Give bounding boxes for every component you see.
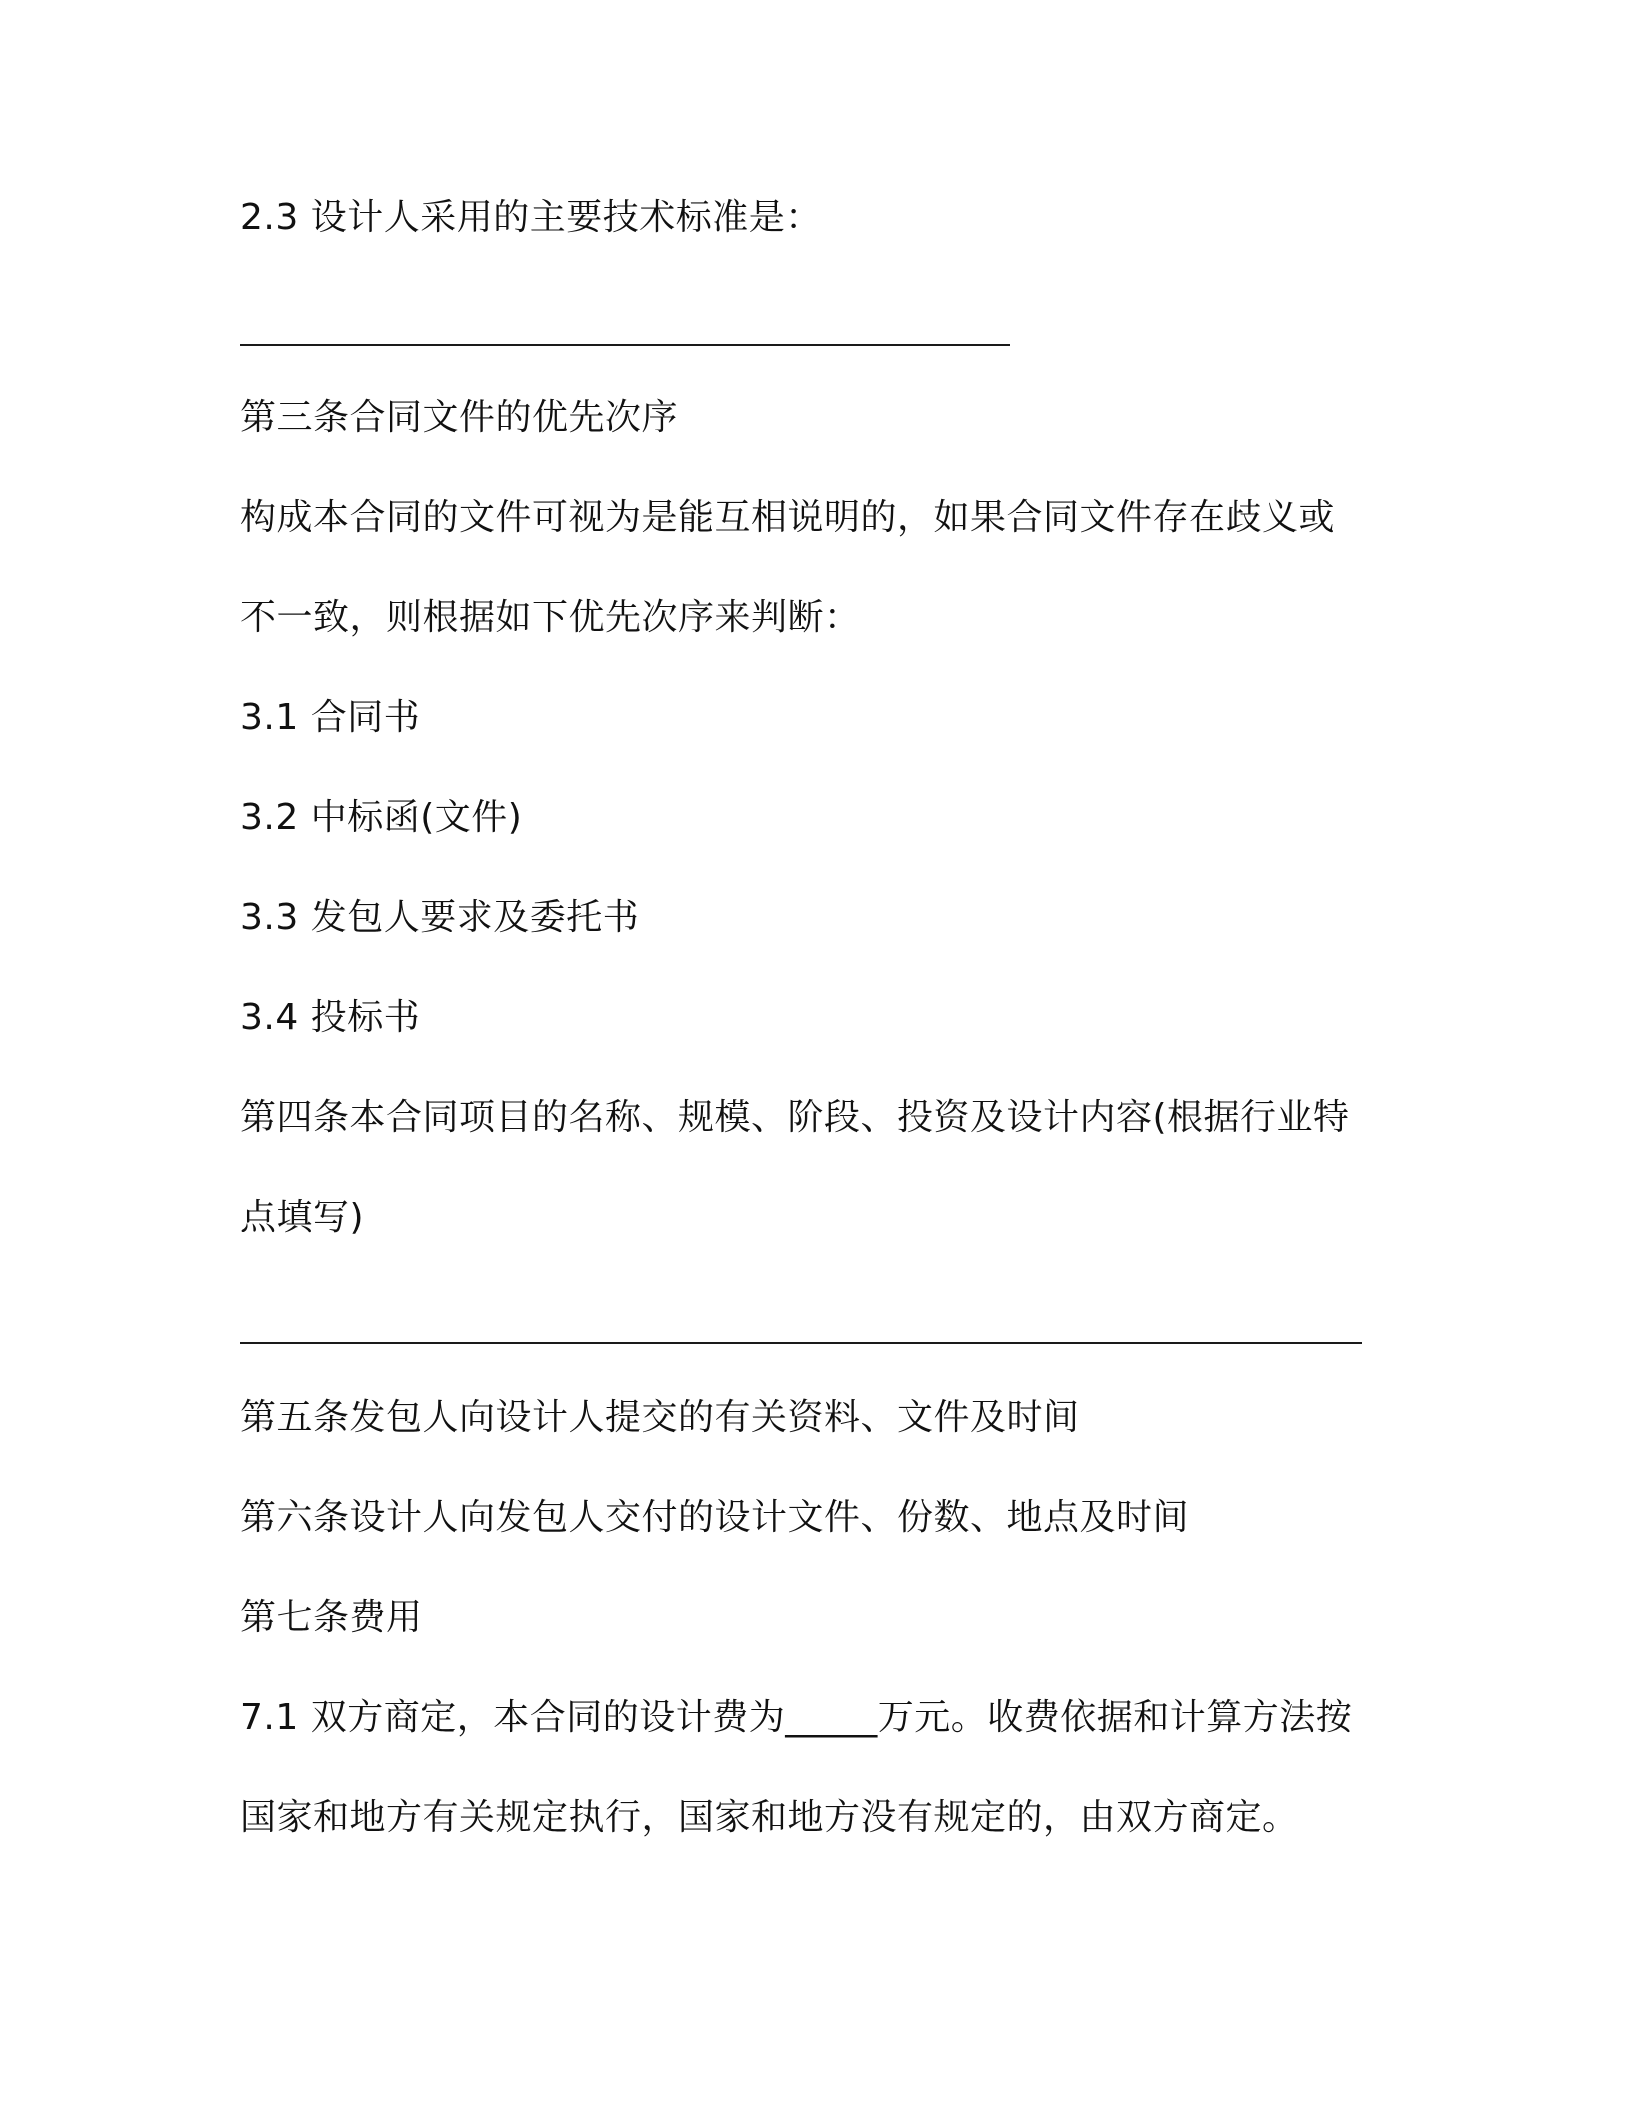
- clause-3-2: 3.2 中标函(文件): [240, 797, 523, 838]
- article-6-heading: 第六条设计人向发包人交付的设计文件、份数、地点及时间: [240, 1497, 1190, 1538]
- clause-3-3: 3.3 发包人要求及委托书: [240, 897, 640, 938]
- article-7-heading: 第七条费用: [240, 1597, 423, 1638]
- fill-in-blank-line: [240, 1342, 1362, 1344]
- article-3-heading: 第三条合同文件的优先次序: [240, 397, 679, 438]
- clause-7-1-line-1: 7.1 双方商定，本合同的设计费为_____万元。收费依据和计算方法按: [240, 1697, 1353, 1738]
- fill-in-blank-line: [240, 344, 1010, 346]
- article-3-paragraph-line-2: 不一致，则根据如下优先次序来判断：: [240, 597, 861, 638]
- clause-3-4: 3.4 投标书: [240, 997, 421, 1038]
- clause-7-1-line-2: 国家和地方有关规定执行，国家和地方没有规定的，由双方商定。: [240, 1797, 1299, 1838]
- clause-3-1: 3.1 合同书: [240, 697, 421, 738]
- article-3-paragraph-line-1: 构成本合同的文件可视为是能互相说明的，如果合同文件存在歧义或: [240, 497, 1336, 538]
- clause-2-3-technical-standards: 2.3 设计人采用的主要技术标准是：: [240, 197, 822, 238]
- article-4-heading-line-1: 第四条本合同项目的名称、规模、阶段、投资及设计内容(根据行业特: [240, 1097, 1350, 1138]
- article-5-heading: 第五条发包人向设计人提交的有关资料、文件及时间: [240, 1397, 1080, 1438]
- article-4-heading-line-2: 点填写): [240, 1197, 365, 1238]
